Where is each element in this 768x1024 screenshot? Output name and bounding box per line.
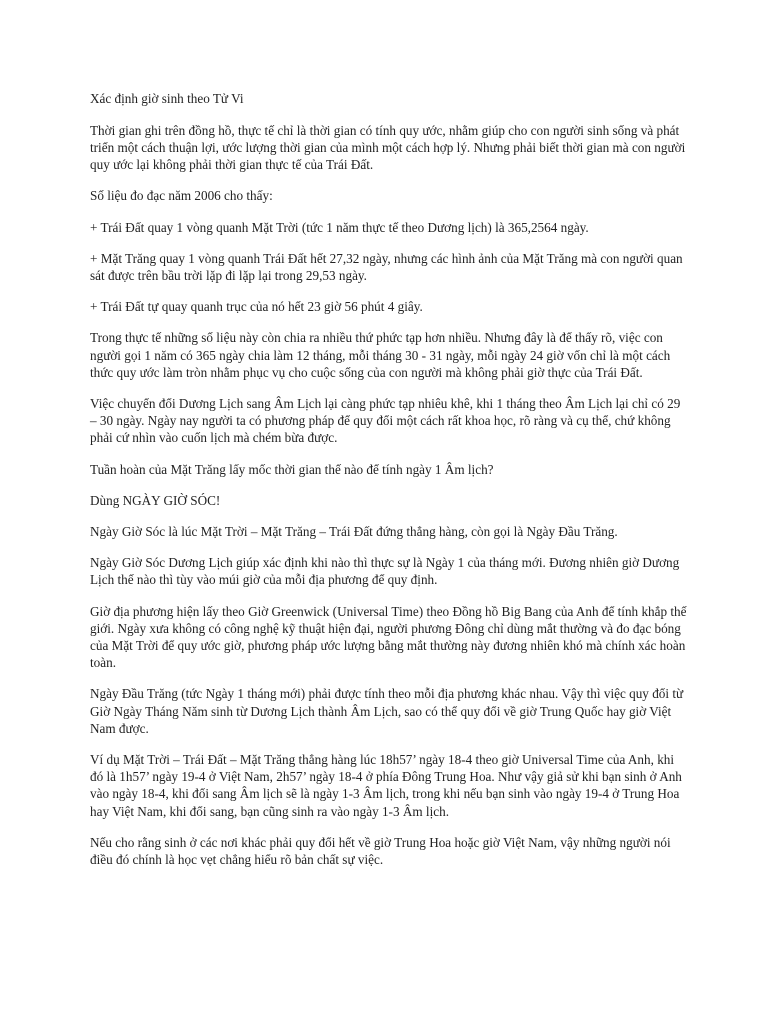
paragraph-new-moon-definition: Ngày Giờ Sóc là lúc Mặt Trời – Mặt Trăng – Trái Đất đứng thẳng hàng, còn gọi là Ngày Đầu Trăng. [90, 523, 618, 539]
paragraph-earth-rotation: + Trái Đất tự quay quanh trục của nó hết 23 giờ 56 phút 4 giây. [90, 299, 423, 315]
paragraph-conclusion: Nếu cho rằng sinh ở các nơi khác phải quy đổi hết về giờ Trung Hoa hoặc giờ Việt Nam, vậy những người nói điều đó chính là học vẹt chẳng hiểu rõ bản chất sự việc. [90, 834, 671, 867]
paragraph-moon-orbit: + Mặt Trăng quay 1 vòng quanh Trái Đất hết 27,32 ngày, nhưng các hình ảnh của Mặt Trăng mà con người quan sát được trên bầu trời lặp đi lặp lại trong 29,53 ngày. [90, 250, 683, 283]
paragraph-lunar-conversion: Việc chuyển đổi Dương Lịch sang Âm Lịch lại càng phức tạp nhiêu khê, khi 1 tháng theo Âm Lịch lại chỉ có 29 – 30 ngày. Ngày nay người ta có phương pháp để quy đổi một cách rất khoa học, rõ ràng và cụ thể, chứ không phải cứ nhìn vào cuốn lịch mà chém bừa được. [90, 395, 681, 446]
paragraph-local-time: Giờ địa phương hiện lấy theo Giờ Greenwick (Universal Time) theo Đồng hồ Big Bang của Anh để tính khắp thế giới. Ngày xưa không có công nghệ kỹ thuật hiện đại, người phương Đông chỉ dùng mắt thường và đo đạc bóng của Mặt Trời để quy ước giờ, phương pháp ước lượng bằng mắt thường này đương nhiên khó mà chính xác hoàn toàn. [90, 603, 687, 671]
paragraph-new-moon-solar: Ngày Giờ Sóc Dương Lịch giúp xác định khi nào thì thực sự là Ngày 1 của tháng mới. Đương nhiên giờ Dương Lịch thế nào thì tùy vào múi giờ của mỗi địa phương để quy định. [90, 555, 680, 588]
paragraph-measurement-intro: Số liệu đo đạc năm 2006 cho thấy: [90, 188, 273, 204]
paragraph-first-day: Ngày Đầu Trăng (tức Ngày 1 tháng mới) phải được tính theo mỗi địa phương khác nhau. Vậy thì việc quy đổi từ Giờ Ngày Tháng Năm sinh từ Dương Lịch thành Âm Lịch, sao có thể quy đổi về giờ Trung Quốc hay giờ Việt Nam được. [90, 686, 684, 736]
paragraph-answer: Dùng NGÀY GIỜ SÓC! [90, 492, 221, 508]
paragraph-earth-orbit: + Trái Đất quay 1 vòng quanh Mặt Trời (tức 1 năm thực tế theo Dương lịch) là 365,2564 ngày. [90, 219, 589, 235]
paragraph-question: Tuần hoàn của Mặt Trăng lấy mốc thời gian thế nào để tính ngày 1 Âm lịch? [90, 461, 494, 477]
paragraph-example: Ví dụ Mặt Trời – Trái Đất – Mặt Trăng thẳng hàng lúc 18h57’ ngày 18-4 theo giờ Universal Time của Anh, khi đó là 1h57’ ngày 19-4 ở Việt Nam, 2h57’ ngày 18-4 ở phía Đông Trung Hoa. Như vậy giả sử khi bạn sinh ở Anh vào ngày 18-4, khi đổi sang Âm lịch sẽ là ngày 1-3 Âm lịch, trong khi nếu bạn sinh vào ngày 19-4 ở Trung Hoa hay Việt Nam, khi đổi sang, bạn cũng sinh ra vào ngày 1-3 Âm lịch. [90, 751, 682, 819]
paragraph-clock-convention: Thời gian ghi trên đồng hồ, thực tế chỉ là thời gian có tính quy ước, nhằm giúp cho con người sinh sống và phát triển một cách thuận lợi, ước lượng thời gian của mình một cách hợp lý. Nhưng phải biết thời gian mà con người quy ước lại không phải thời gian thực tế của Trái Đất. [90, 122, 686, 173]
document-title: Xác định giờ sinh theo Tử Vi [90, 91, 244, 106]
paragraph-calendar-rounding: Trong thực tế những số liệu này còn chia ra nhiều thứ phức tạp hơn nhiều. Nhưng đây là để thấy rõ, việc con người gọi 1 năm có 365 ngày chia làm 12 tháng, mỗi tháng 30 - 31 ngày, mỗi ngày 24 giờ vốn chỉ là một cách thức quy ước làm tròn nhằm phục vụ cho cuộc sống của con người mà không phải giờ thực của Trái Đất. [90, 330, 671, 380]
document-body [90, 90, 690, 882]
